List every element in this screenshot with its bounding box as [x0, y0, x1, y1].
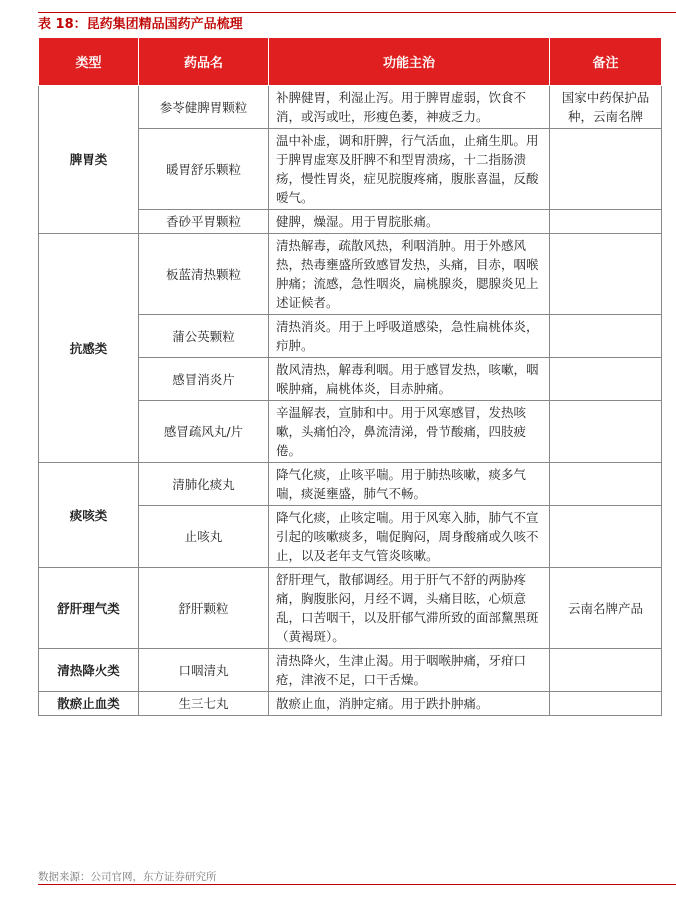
table-row [39, 692, 662, 716]
drug-name-cell: 参苓健脾胃颗粒 [139, 86, 269, 129]
table-row [39, 86, 662, 129]
function-cell: 健脾，燥湿。用于胃脘胀痛。 [269, 210, 550, 234]
category-cell: 散瘀止血类 [39, 692, 139, 716]
function-cell: 散瘀止血，消肿定痛。用于跌扑肿痛。 [269, 692, 550, 716]
note-cell [550, 692, 662, 716]
note-cell [550, 234, 662, 315]
drug-name-cell: 感冒消炎片 [139, 358, 269, 401]
drug-name-cell: 口咽清丸 [139, 649, 269, 692]
drug-name-cell: 舒肝颗粒 [139, 568, 269, 649]
note-cell [550, 649, 662, 692]
product-table-wrapper [38, 37, 661, 716]
drug-name-cell: 香砂平胃颗粒 [139, 210, 269, 234]
table-row [39, 234, 662, 315]
note-cell [550, 315, 662, 358]
function-cell: 清热消炎。用于上呼吸道感染，急性扁桃体炎，疖肿。 [269, 315, 550, 358]
data-source-note: 数据来源：公司官网，东方证券研究所 [38, 871, 217, 883]
drug-name-cell: 板蓝清热颗粒 [139, 234, 269, 315]
note-cell [550, 358, 662, 401]
category-cell: 舒肝理气类 [39, 568, 139, 649]
function-cell: 温中补虚，调和肝脾，行气活血，止痛生肌。用于脾胃虚寒及肝脾不和型胃溃疡，十二指肠溃疡，慢性胃炎，症见脘腹疼痛，腹胀喜温，反酸嗳气。 [269, 129, 550, 210]
drug-name-cell: 蒲公英颗粒 [139, 315, 269, 358]
drug-name-cell: 止咳丸 [139, 506, 269, 568]
header-function: 功能主治 [269, 38, 550, 86]
note-cell [550, 129, 662, 210]
note-cell [550, 506, 662, 568]
table-row [39, 568, 662, 649]
table-row [39, 463, 662, 506]
header-type: 类型 [39, 38, 139, 86]
function-cell: 清热解毒，疏散风热，利咽消肿。用于外感风热，热毒壅盛所致感冒发热，头痛，目赤，咽喉肿痛；流感，急性咽炎，扁桃腺炎，腮腺炎见上述证候者。 [269, 234, 550, 315]
category-cell: 清热降火类 [39, 649, 139, 692]
function-cell: 降气化痰，止咳平喘。用于肺热咳嗽，痰多气喘，痰涎壅盛，肺气不畅。 [269, 463, 550, 506]
note-cell [550, 210, 662, 234]
function-cell: 舒肝理气，散郁调经。用于肝气不舒的两胁疼痛，胸腹胀闷，月经不调，头痛目眩，心烦意乱，口苦咽干，以及肝郁气滞所致的面部黧黑斑（黄褐斑）。 [269, 568, 550, 649]
table-title: 表 18：昆药集团精品国药产品梳理 [38, 17, 243, 32]
note-cell [550, 401, 662, 463]
category-cell: 抗感类 [39, 234, 139, 463]
note-cell: 云南名牌产品 [550, 568, 662, 649]
category-cell: 痰咳类 [39, 463, 139, 568]
drug-name-cell: 清肺化痰丸 [139, 463, 269, 506]
note-cell: 国家中药保护品种，云南名牌 [550, 86, 662, 129]
title-rule [38, 12, 676, 13]
product-table [38, 37, 662, 716]
note-cell [550, 463, 662, 506]
function-cell: 补脾健胃，利湿止泻。用于脾胃虚弱，饮食不消，或泻或吐，形瘦色萎，神疲乏力。 [269, 86, 550, 129]
footer-rule [38, 884, 676, 885]
drug-name-cell: 生三七丸 [139, 692, 269, 716]
category-cell: 脾胃类 [39, 86, 139, 234]
header-note: 备注 [550, 38, 662, 86]
function-cell: 清热降火，生津止渴。用于咽喉肿痛，牙疳口疮，津液不足，口干舌燥。 [269, 649, 550, 692]
function-cell: 散风清热，解毒利咽。用于感冒发热，咳嗽，咽喉肿痛，扁桃体炎，目赤肿痛。 [269, 358, 550, 401]
drug-name-cell: 暖胃舒乐颗粒 [139, 129, 269, 210]
table-row [39, 649, 662, 692]
function-cell: 降气化痰，止咳定喘。用于风寒入肺，肺气不宣引起的咳嗽痰多，喘促胸闷，周身酸痛或久咳不止，以及老年支气管炎咳嗽。 [269, 506, 550, 568]
header-drug: 药品名 [139, 38, 269, 86]
function-cell: 辛温解表，宣肺和中。用于风寒感冒，发热咳嗽，头痛怕冷，鼻流清涕，骨节酸痛，四肢疲倦。 [269, 401, 550, 463]
drug-name-cell: 感冒疏风丸/片 [139, 401, 269, 463]
table-header-row [39, 38, 662, 86]
